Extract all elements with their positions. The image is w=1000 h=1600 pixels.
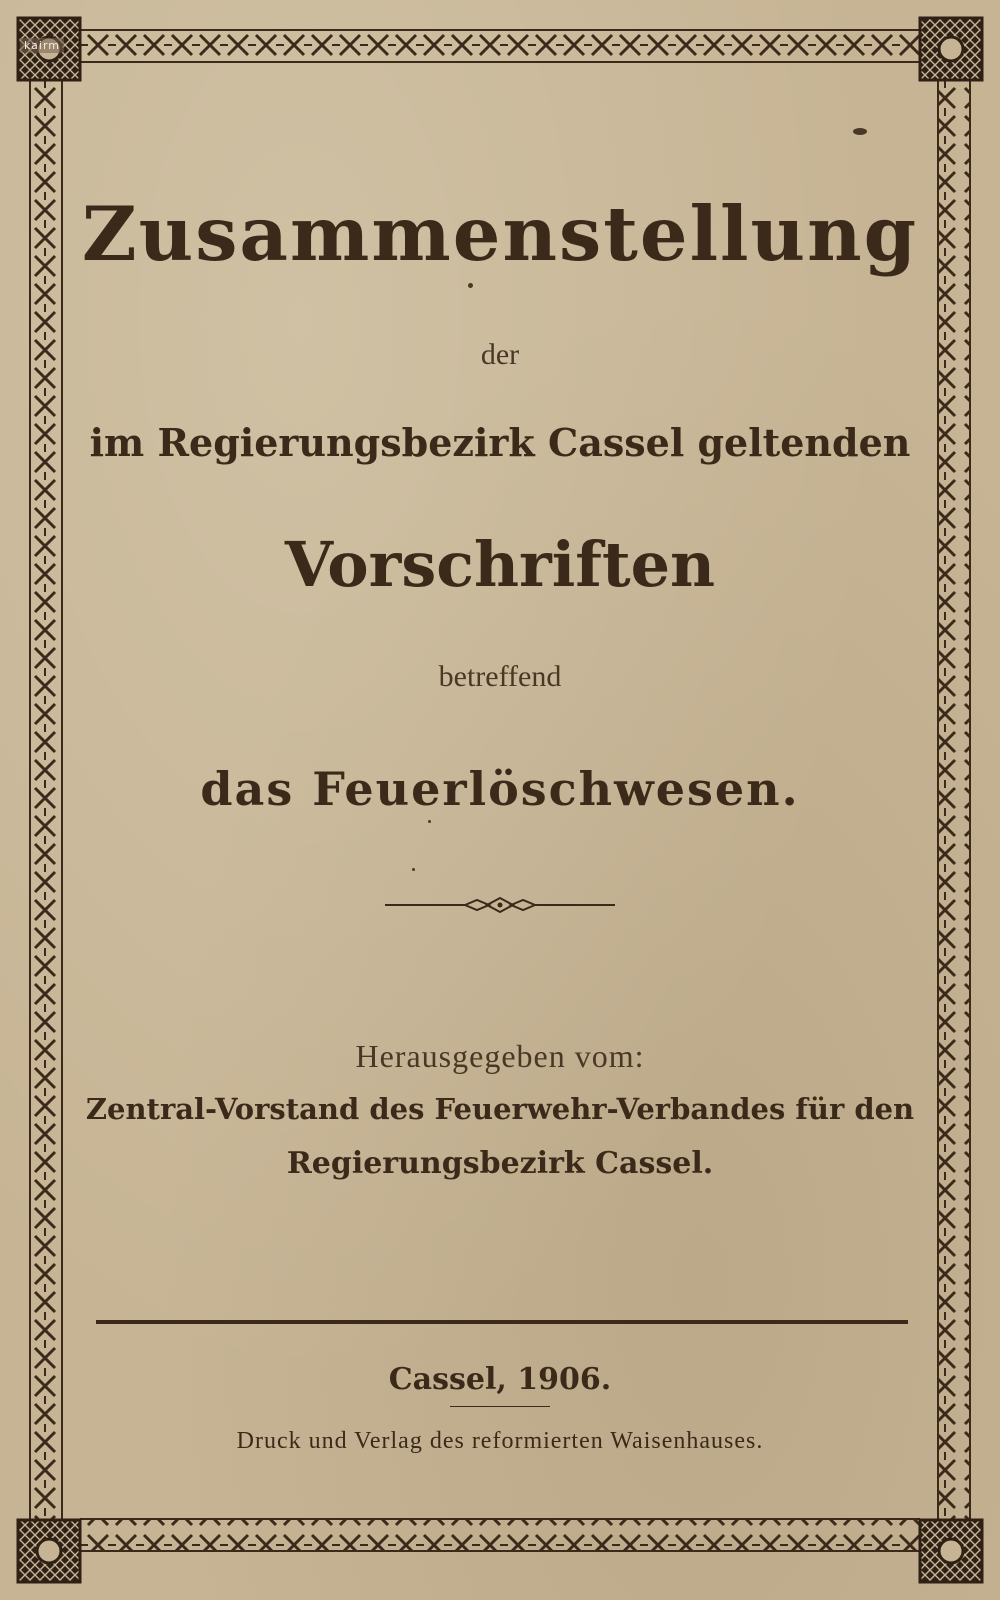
ink-speck bbox=[412, 868, 415, 871]
place-and-year: Cassel, 1906. bbox=[388, 1362, 612, 1397]
main-title: Zusammenstellung bbox=[81, 190, 919, 278]
publisher-line-1: Zentral-Vorstand des Feuerwehr-Verbandes für den bbox=[85, 1092, 915, 1126]
decorative-divider bbox=[385, 895, 615, 915]
title-subject: das Feuerlöschwesen. bbox=[200, 762, 800, 816]
corner-ornament-br bbox=[920, 1520, 982, 1582]
watermark-tag: kairm bbox=[20, 38, 64, 53]
corner-ornament-bl bbox=[18, 1520, 80, 1582]
ink-speck bbox=[853, 128, 867, 135]
publisher-intro: Herausgegeben vom: bbox=[355, 1038, 645, 1074]
horizontal-rule bbox=[96, 1320, 908, 1324]
title-betreffend: betreffend bbox=[438, 660, 562, 693]
title-vorschriften: Vorschriften bbox=[284, 528, 716, 601]
ink-speck bbox=[428, 820, 431, 823]
title-der: der bbox=[480, 338, 520, 371]
corner-ornament-tr bbox=[920, 18, 982, 80]
title-region: im Regierungsbezirk Cassel geltenden bbox=[89, 420, 911, 465]
printer-imprint: Druck und Verlag des reformierten Waisenhauses. bbox=[236, 1428, 764, 1454]
publisher-line-2: Regierungsbezirk Cassel. bbox=[286, 1146, 714, 1181]
short-rule bbox=[450, 1406, 550, 1407]
ink-speck bbox=[468, 283, 473, 288]
